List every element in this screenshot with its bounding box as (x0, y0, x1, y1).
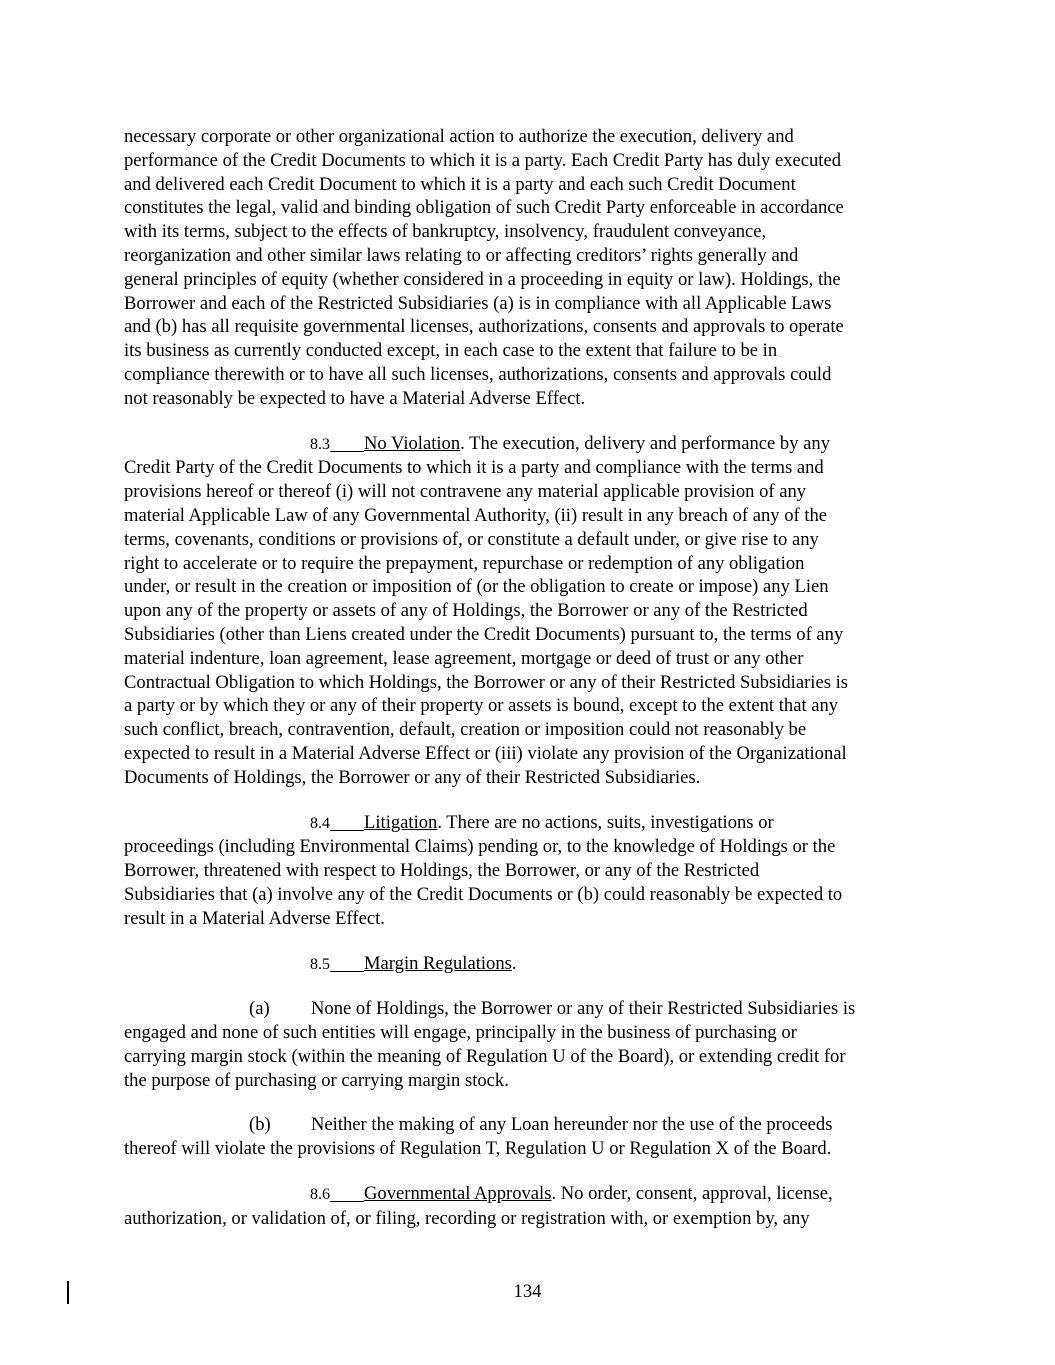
text-line: Subsidiaries (other than Liens created under the Credit Documents) pursuant to, the terms of any (124, 623, 844, 645)
text-line: compliance therewith or to have all such licenses, authorizations, consents and approvals could (124, 363, 832, 385)
section-first-line: . The execution, delivery and performance by any (460, 432, 830, 454)
text-line: reorganization and other similar laws relating to or affecting creditors’ rights generally and (124, 244, 799, 266)
text-line: Documents of Holdings, the Borrower or any of their Restricted Subsidiaries. (124, 766, 701, 788)
text-line: necessary corporate or other organizational action to authorize the execution, delivery and (124, 126, 794, 147)
section-8-4 (124, 811, 924, 931)
section-number: 8.4 (310, 814, 330, 832)
text-line: Credit Party of the Credit Documents to which it is a party and compliance with the terms and (124, 457, 824, 479)
text-line: right to accelerate or to require the prepayment, repurchase or redemption of any obligation (124, 552, 805, 574)
subsection-a (124, 997, 924, 1092)
section-title: No Violation (364, 432, 461, 454)
text-line: not reasonably be expected to have a Material Adverse Effect. (124, 387, 586, 409)
section-heading-line (124, 811, 924, 836)
section-rule (330, 1183, 364, 1202)
text-line: general principles of equity (whether considered in a proceeding in equity or law). Holdings, the (124, 268, 841, 290)
text-line: and (b) has all requisite governmental licenses, authorizations, consents and approvals to operate (124, 316, 844, 338)
subsection-heading-line (124, 997, 924, 1021)
section-number: 8.6 (310, 1186, 330, 1204)
subsection-heading-line (124, 1113, 924, 1137)
text-line: Contractual Obligation to which Holdings, the Borrower or any of their Restricted Subsidiaries is (124, 671, 848, 693)
section-8-5 (124, 952, 924, 977)
text-line: authorization, or validation of, or filing, recording or registration with, or exemption by, any (124, 1207, 810, 1229)
subsection-first-line: None of Holdings, the Borrower or any of their Restricted Subsidiaries is (311, 998, 856, 1020)
section-number: 8.5 (310, 955, 330, 973)
text-line: Borrower, threatened with respect to Holdings, the Borrower, or any of the Restricted (124, 860, 760, 882)
section-title: Governmental Approvals (364, 1183, 552, 1205)
text-line: a party or by which they or any of their property or assets is bound, except to the extent that any (124, 695, 839, 717)
text-line: carrying margin stock (within the meaning of Regulation U of the Board), or extending credit for (124, 1045, 846, 1067)
text-line: under, or result in the creation or imposition of (or the obligation to create or impose) any Lien (124, 576, 829, 598)
text-line: upon any of the property or assets of any of Holdings, the Borrower or any of the Restricted (124, 600, 808, 622)
section-title: Margin Regulations (364, 952, 512, 974)
section-title: Litigation (364, 811, 438, 833)
subsection-first-line: Neither the making of any Loan hereunder nor the use of the proceeds (311, 1114, 833, 1136)
text-line: provisions hereof or thereof (i) will not contravene any material applicable provision of any (124, 481, 807, 503)
section-rule (330, 433, 364, 452)
text-line: with its terms, subject to the effects of bankruptcy, insolvency, fraudulent conveyance, (124, 221, 767, 243)
text-line: constitutes the legal, valid and binding obligation of such Credit Party enforceable in accordance (124, 197, 844, 219)
section-number: 8.3 (310, 435, 330, 453)
section-heading-line (124, 432, 924, 457)
text-line: expected to result in a Material Adverse Effect or (iii) violate any provision of the Organizational (124, 742, 847, 764)
section-8-6 (124, 1182, 924, 1231)
text-line: performance of the Credit Documents to which it is a party. Each Credit Party has duly executed (124, 149, 842, 171)
subsection-b (124, 1113, 924, 1161)
section-heading-line (124, 952, 924, 977)
text-line: the purpose of purchasing or carrying margin stock. (124, 1069, 509, 1091)
text-line: engaged and none of such entities will engage, principally in the business of purchasing or (124, 1022, 797, 1044)
subsection-label: (a) (249, 998, 270, 1020)
section-first-line: . (511, 952, 517, 974)
text-line: such conflict, breach, contravention, default, creation or imposition could not reasonably be (124, 719, 807, 741)
section-8-3 (124, 432, 924, 790)
section-heading-line (124, 1182, 924, 1207)
section-first-line: . There are no actions, suits, investigations or (437, 811, 774, 833)
subsection-label: (b) (249, 1114, 271, 1136)
section-first-line: . No order, consent, approval, license, (551, 1183, 833, 1205)
text-line: proceedings (including Environmental Claims) pending or, to the knowledge of Holdings or the (124, 836, 836, 858)
text-line: material Applicable Law of any Governmental Authority, (ii) result in any breach of any of the (124, 504, 828, 526)
text-line: material indenture, loan agreement, lease agreement, mortgage or deed of trust or any other (124, 647, 804, 669)
text-line: its business as currently conducted except, in each case to the extent that failure to be in (124, 340, 778, 362)
section-rule (330, 812, 364, 831)
text-line: thereof will violate the provisions of Regulation T, Regulation U or Regulation X of the Board. (124, 1138, 832, 1160)
section-rule (330, 953, 364, 972)
text-line: result in a Material Adverse Effect. (124, 907, 385, 929)
text-line: Borrower and each of the Restricted Subsidiaries (a) is in compliance with all Applicable Laws (124, 292, 832, 314)
page-number: 134 (513, 1281, 542, 1302)
text-line: and delivered each Credit Document to which it is a party and each such Credit Document (124, 173, 796, 195)
text-line: Subsidiaries that (a) involve any of the Credit Documents or (b) could reasonably be expected to (124, 883, 843, 905)
document-body (124, 125, 924, 1252)
text-line: terms, covenants, conditions or provisions of, or constitute a default under, or give rise to any (124, 528, 819, 550)
paragraph-continuation (124, 125, 924, 411)
